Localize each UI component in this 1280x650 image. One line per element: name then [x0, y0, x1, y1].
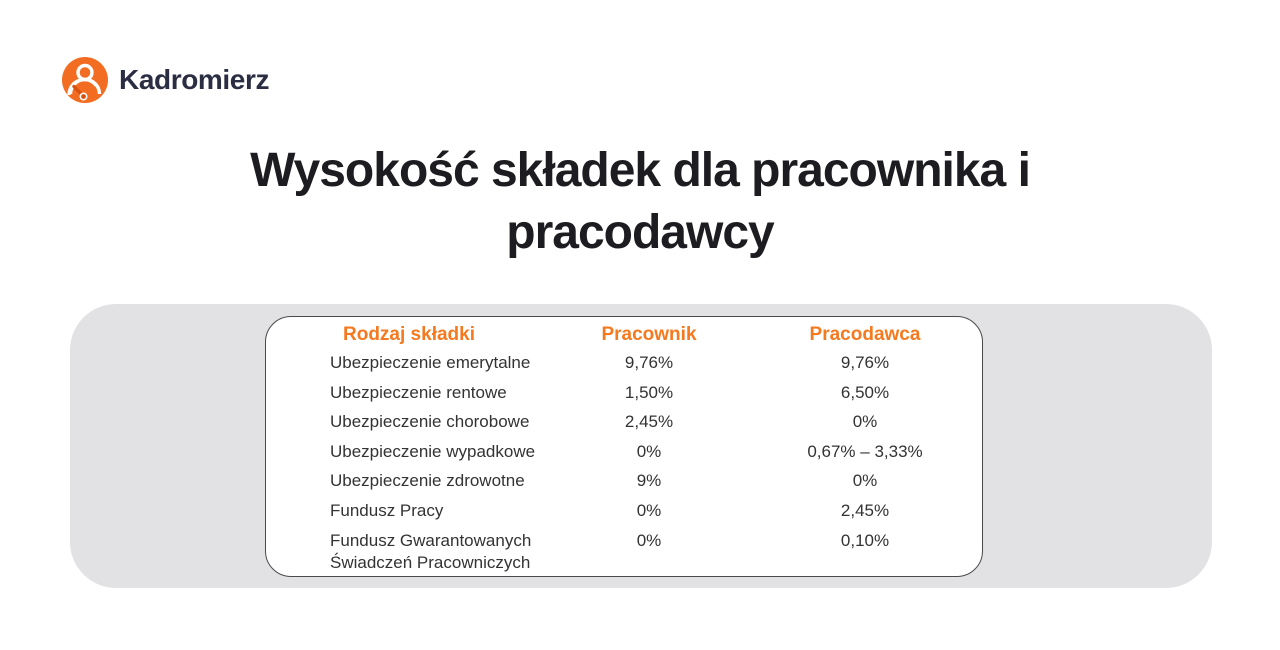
kadromierz-logo	[62, 57, 269, 103]
row-label: Fundusz Pracy	[330, 500, 444, 520]
column-header-type: Rodzaj składki	[343, 324, 475, 345]
employer-value: 2,45%	[840, 500, 890, 520]
person-gauge-icon	[62, 57, 108, 103]
employer-value: 0%	[852, 412, 878, 432]
employee-value: 9%	[636, 471, 662, 491]
column-header-employer: Pracodawca	[809, 324, 921, 345]
row-label: Ubezpieczenie chorobowe	[330, 412, 530, 432]
employee-value: 0%	[636, 500, 662, 520]
table-row	[266, 409, 982, 439]
row-label: Ubezpieczenie rentowe	[330, 382, 507, 402]
row-label: Ubezpieczenie emerytalne	[330, 353, 531, 372]
table-row	[266, 528, 982, 574]
table-row	[266, 350, 982, 380]
brand-name: Kadromierz	[119, 64, 270, 95]
row-label: Ubezpieczenie zdrowotne	[330, 471, 525, 491]
employee-value: 9,76%	[624, 353, 674, 372]
employee-value: 0%	[636, 441, 662, 461]
column-header-employee: Pracownik	[601, 324, 697, 345]
table-row	[266, 439, 982, 469]
employer-value: 0,67% – 3,33%	[807, 441, 923, 461]
table-row	[266, 468, 982, 498]
employee-value: 2,45%	[624, 412, 674, 432]
table-row	[266, 498, 982, 528]
employer-value: 9,76%	[840, 353, 890, 372]
employee-value: 0%	[636, 530, 662, 550]
employee-value: 1,50%	[624, 382, 674, 402]
employer-value: 6,50%	[840, 382, 890, 402]
page-title: Wysokość składek dla pracownika i pracodawcy	[250, 144, 1030, 259]
row-label: Ubezpieczenie wypadkowe	[330, 441, 536, 461]
contributions-table-card	[265, 316, 983, 577]
table-header-row	[266, 320, 982, 350]
employer-value: 0%	[852, 471, 878, 491]
employer-value: 0,10%	[840, 530, 890, 550]
table-row	[266, 380, 982, 410]
row-label: Fundusz Gwarantowanych Świadczeń Pracowniczych	[330, 530, 532, 572]
